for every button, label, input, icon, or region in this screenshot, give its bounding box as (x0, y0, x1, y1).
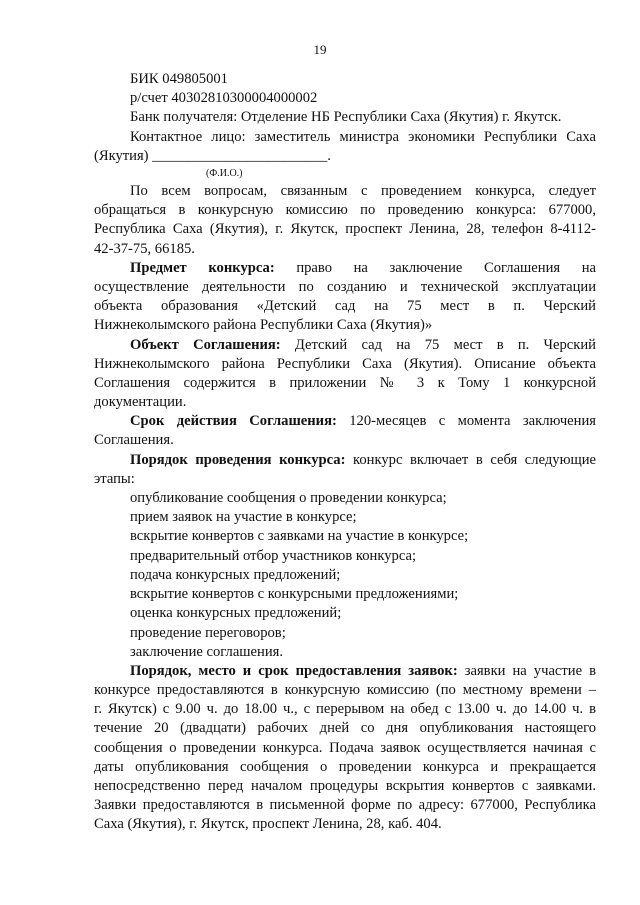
questions-line: обращаться в конкурсную комиссию по проведению конкурса: 677000, (94, 202, 596, 219)
contact-person-line: Контактное лицо: заместитель министра экономики Республики Саха (130, 128, 596, 145)
stage-item: вскрытие конвертов с конкурсными предложениями; (130, 586, 459, 603)
stage-item: прием заявок на участие в конкурсе; (130, 509, 357, 526)
term-line: Соглашения. (94, 432, 174, 449)
applications-label: Порядок, место и срок предоставления заявок: (130, 662, 458, 679)
recipient-bank-line: Банк получателя: Отделение НБ Республики Саха (Якутия) г. Якутск. (130, 109, 562, 126)
stage-item: предварительный отбор участников конкурса; (130, 547, 417, 564)
subject-label: Предмет конкурса: (130, 259, 275, 276)
object-line: Нижнеколымского района Республики Саха (Якутия). Описание объекта (94, 355, 596, 372)
stage-item: проведение переговоров; (130, 624, 286, 641)
applications-line: течение 20 (двадцати) рабочих дней со дня опубликования настоящего (94, 720, 596, 737)
bik-line: БИК 049805001 (130, 71, 228, 87)
procedure-text: конкурс включает в себя следующие (345, 451, 596, 468)
object-first-line (94, 336, 596, 355)
subject-line: Нижнеколымского района Республики Саха (Якутия)» (94, 317, 433, 334)
questions-line: Республика Саха (Якутия), г. Якутск, проспект Ленина, 28, телефон 8-4112- (94, 221, 596, 238)
term-first-line (94, 412, 596, 431)
term-label: Срок действия Соглашения: (130, 413, 337, 430)
page-number: 19 (313, 42, 327, 57)
subject-line: объекта образования «Детский сад на 75 мест в п. Черский (94, 298, 596, 315)
object-line: Соглашения содержится в приложении № 3 к Тому 1 конкурсной (94, 374, 596, 391)
stage-item: опубликование сообщения о проведении конкурса; (130, 490, 447, 507)
applications-first-line (94, 662, 596, 681)
procedure-label: Порядок проведения конкурса: (130, 451, 346, 468)
subject-first-line (94, 259, 596, 278)
stage-item: заключение соглашения. (130, 643, 283, 660)
subject-paragraph (94, 259, 596, 336)
applications-line: конкурсе предоставляются в конкурсную комиссию (по местному времени – (94, 682, 596, 699)
subject-line: осуществление деятельности по созданию и технической эксплуатации (94, 278, 596, 295)
object-text: Детский сад на 75 мест в п. Черский (280, 336, 596, 353)
document-body (94, 70, 596, 835)
procedure-paragraph (94, 451, 596, 662)
applications-line: Саха (Якутия), г. Якутск, проспект Ленина, 28, каб. 404. (94, 816, 442, 833)
questions-line: 42-37-75, 66185. (94, 240, 195, 257)
object-label: Объект Соглашения: (130, 336, 281, 353)
fio-caption: (Ф.И.О.) (206, 168, 243, 179)
applications-line: непосредственно перед началом процедуры вскрытия конвертов с заявками. (94, 778, 596, 795)
questions-paragraph (94, 182, 596, 259)
applications-text: заявки на участие в (457, 662, 596, 679)
procedure-line: этапы: (94, 470, 135, 487)
term-text: 120-месяцев с момента заключения (336, 413, 596, 430)
stage-item: оценка конкурсных предложений; (130, 605, 342, 622)
term-paragraph (94, 412, 596, 450)
stage-item: подача конкурсных предложений; (130, 566, 341, 583)
object-line: документации. (94, 394, 187, 411)
applications-paragraph (94, 662, 596, 835)
questions-line: По всем вопросам, связанным с проведением конкурса, следует (130, 183, 596, 199)
applications-line: сообщения о проведении конкурса. Подача заявок осуществляется начиная с (94, 739, 596, 756)
subject-text: право на заключение Соглашения на (274, 259, 596, 276)
applications-line: даты опубликования сообщения о проведении конкурса и прекращается (94, 758, 596, 775)
stage-item: вскрытие конвертов с заявками на участие в конкурсе; (130, 528, 469, 545)
applications-line: г. Якутск) с 9.00 ч. до 18.00 ч., с перерывом на обед с 13.00 ч. до 14.00 ч. в (94, 701, 596, 718)
object-paragraph (94, 336, 596, 413)
bank-details-block (94, 70, 596, 179)
account-line: р/счет 40302810300004000002 (130, 90, 318, 107)
procedure-first-line (94, 451, 596, 470)
applications-line: Заявки предоставляются в письменной форме по адресу: 677000, Республика (94, 797, 596, 814)
contact-person-line-2: (Якутия) ________________________. (94, 147, 331, 164)
